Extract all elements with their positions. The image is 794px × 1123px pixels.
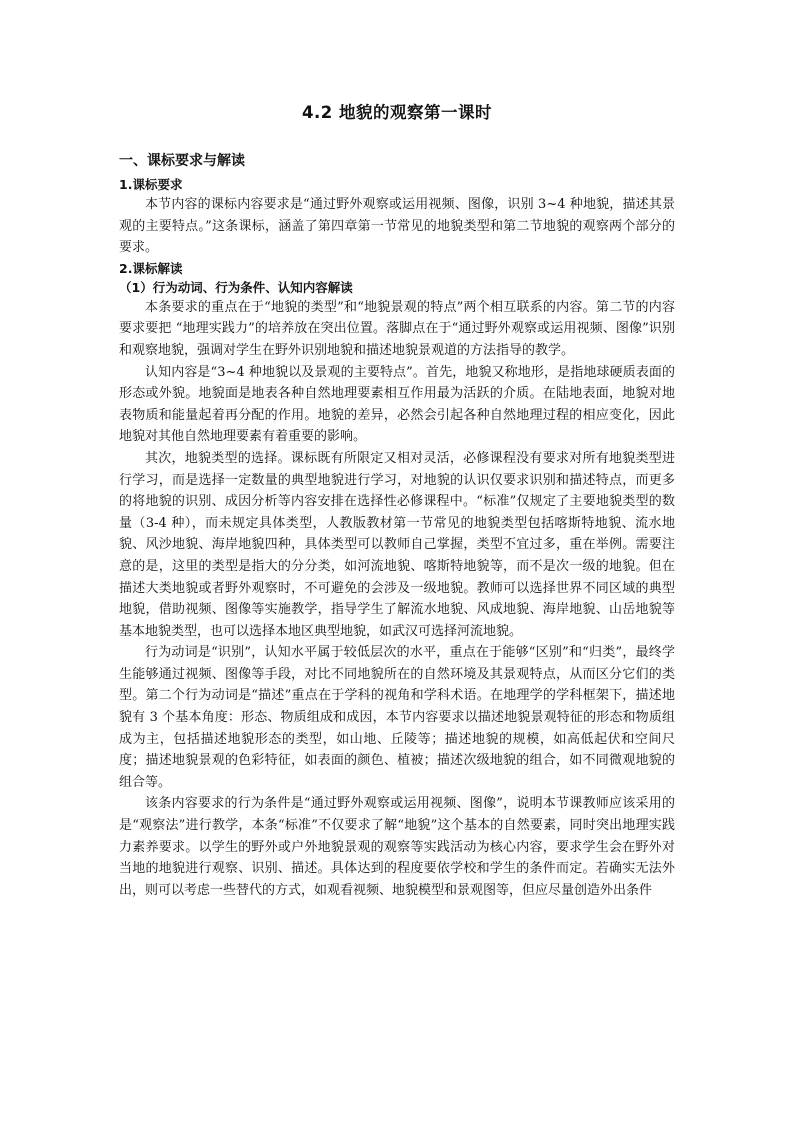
subheading-requirement: 1.课标要求: [119, 177, 183, 192]
page-title: 4.2 地貌的观察第一课时: [302, 103, 492, 122]
paragraph-focus: 本条要求的重点在于“地貌的类型”和“地貌景观的特点”两个相互联系的内容。第二节的内容要求要把 “地理实践力”的培养放在突出位置。落脚点在于“通过野外观察或运用视频、图像”识别和观察地貌，强调对学生在野外识别地貌和描述地貌景观道的方法指导的教学。: [119, 299, 675, 358]
paragraph-action-verbs: 行为动词是“识别”，认知水平属于较低层次的水平，重点在于能够“区别”和“归类”，最终学生能够通过视频、图像等手段，对比不同地貌所在的自然环境及其景观特点，从而区分它们的类型。第二个行为动词是“描述”重点在于学科的视角和学科术语。在地理学的学科框架下，描述地貌有 3 个基本角度：形态、物质组成和成因，本节内容要求以描述地貌景观特征的形态和物质组成为主，包括描述地貌形态的类型，如山地、丘陵等；描述地貌的规模，如高低起伏和空间尺度；描述地貌景观的色彩特征，如表面的颜色、植被；描述次级地貌的组合，如不同微观地貌的组合等。: [119, 645, 675, 790]
paragraph-requirement: 本节内容的课标内容要求是“通过野外观察或运用视频、图像，识别 3~4 种地貌，描述其景观的主要特点。”这条课标，涵盖了第四章第一节常见的地貌类型和第二节地貌的观察两个部分的要求。: [119, 197, 675, 256]
paragraph-action-conditions: 该条内容要求的行为条件是“通过野外观察或运用视频、图像”，说明本节课教师应该采用的是“观察法”进行教学，本条“标准”不仅要求了解“地貌”这个基本的自然要素，同时突出地理实践力素养要求。以学生的野外或户外地貌景观的观察等实践活动为核心内容，要求学生会在野外对当地的地貌进行观察、识别、描述。具体达到的程度要依学校和学生的条件而定。若确实无法外出，则可以考虑一些替代的方式，如观看视频、地貌模型和景观图等，但应尽量创造外出条件: [119, 796, 675, 898]
paragraph-landform-types: 其次，地貌类型的选择。课标既有所限定又相对灵活，必修课程没有要求对所有地貌类型进行学习，而是选择一定数量的典型地貌进行学习，对地貌的认识仅要求识别和描述特点，而更多的将地貌的识别、成因分析等内容安排在选择性必修课程中。“标准”仅规定了主要地貌类型的数量（3-4 种），而未规定具体类型，人教版教材第一节常见的地貌类型包括喀斯特地貌、流水地貌、风沙地貌、海岸地貌四种，具体类型可以教师自己掌握，类型不宜过多，重在举例。需要注意的是，这里的类型是指大的分分类，如河流地貌、喀斯特地貌等，而不是次一级的地貌。但在描述大类地貌或者野外观察时，不可避免的会涉及一级地貌。教师可以选择世界不同区域的典型地貌，借助视频、图像等实施教学，指导学生了解流水地貌、风成地貌、海岸地貌、山岳地貌等基本地貌类型，也可以选择本地区典型地貌，如武汉可选择河流地貌。: [119, 450, 675, 639]
section-heading: 一、课标要求与解读: [119, 153, 245, 169]
subheading-interpretation: 2.课标解读: [119, 260, 183, 276]
subheading-verbs-conditions: （1）行为动词、行为条件、认知内容解读: [119, 279, 353, 295]
document-body: [119, 150, 675, 901]
paragraph-cognitive-content: 认知内容是“3~4 种地貌以及景观的主要特点”。首先，地貌又称地形，是指地球硬质表面的形态或外貌。地貌面是地表各种自然地理要素相互作用最为活跃的介质。在陆地表面，地貌对地表物质和能量起着再分配的作用。地貌的差异，必然会引起各种自然地理过程的相应变化，因此地貌对其他自然地理要素有着重要的影响。: [119, 364, 675, 445]
